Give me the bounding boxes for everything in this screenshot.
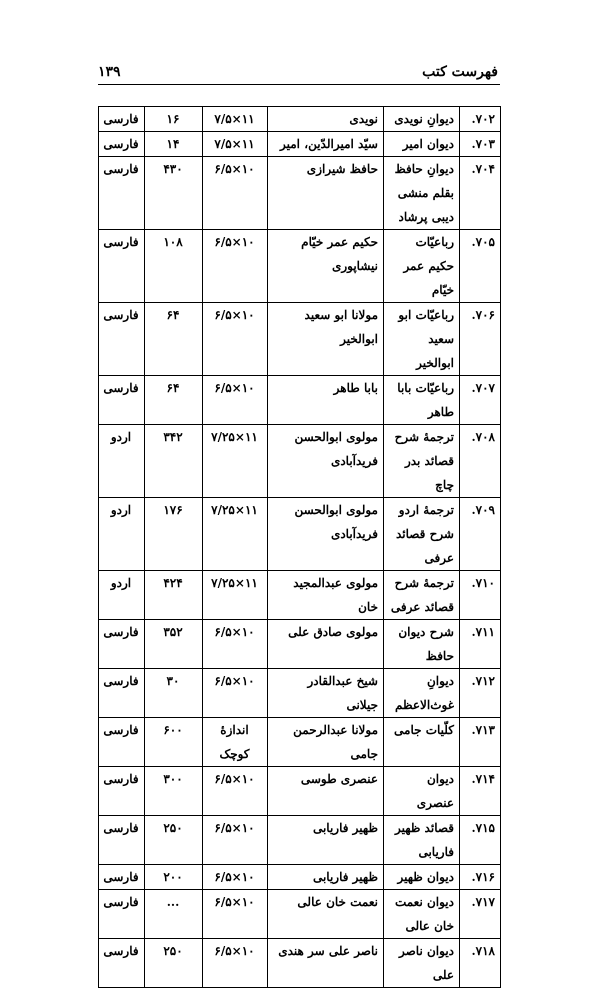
book-author: سیّد امیرالدّین، امیر bbox=[268, 132, 384, 157]
row-number: ۷۰۲. bbox=[460, 107, 501, 132]
book-language: فارسی bbox=[99, 303, 145, 376]
book-author: نعمت خان عالی bbox=[268, 890, 384, 939]
book-title: دیوانِ حافظ بقلم منشی دیبی پرشاد bbox=[384, 157, 460, 230]
book-size: ۱۰×۶/۵ bbox=[203, 865, 268, 890]
table-row bbox=[99, 767, 501, 816]
book-author: شیخ عبدالقادر جیلانی bbox=[268, 669, 384, 718]
book-language: فارسی bbox=[99, 157, 145, 230]
book-pages: ۶۴ bbox=[145, 376, 203, 425]
book-size: ۱۱×۷/۲۵ bbox=[203, 571, 268, 620]
book-size: ۱۰×۶/۵ bbox=[203, 816, 268, 865]
book-pages: ۳۰۰ bbox=[145, 767, 203, 816]
book-title: رباعیّات ابو سعید ابوالخیر bbox=[384, 303, 460, 376]
book-language: فارسی bbox=[99, 865, 145, 890]
table-row bbox=[99, 498, 501, 571]
book-language: فارسی bbox=[99, 132, 145, 157]
book-pages: ۳۵۲ bbox=[145, 620, 203, 669]
row-number: ۷۱۰. bbox=[460, 571, 501, 620]
book-author: مولوی عبدالمجید خان bbox=[268, 571, 384, 620]
row-number: ۷۰۷. bbox=[460, 376, 501, 425]
book-language: فارسی bbox=[99, 107, 145, 132]
book-title: ترجمۀ اردو شرح قصائد عرفی bbox=[384, 498, 460, 571]
book-pages: ۱۷۶ bbox=[145, 498, 203, 571]
book-size: ۱۰×۶/۵ bbox=[203, 669, 268, 718]
page-number: ۱۳۹ bbox=[98, 64, 121, 80]
row-number: ۷۰۸. bbox=[460, 425, 501, 498]
book-author: حافظ شیرازی bbox=[268, 157, 384, 230]
row-number: ۷۱۷. bbox=[460, 890, 501, 939]
book-size: اندازۀ کوچک bbox=[203, 718, 268, 767]
page-title: فهرست کتب bbox=[422, 64, 498, 80]
table-row bbox=[99, 620, 501, 669]
book-author: مولوی صادق علی bbox=[268, 620, 384, 669]
book-title: رباعیّات حکیم عمر خیّام bbox=[384, 230, 460, 303]
table-row bbox=[99, 230, 501, 303]
book-author: ظهیر فاریابی bbox=[268, 816, 384, 865]
book-size: ۱۱×۷/۲۵ bbox=[203, 498, 268, 571]
book-language: فارسی bbox=[99, 890, 145, 939]
table-row bbox=[99, 890, 501, 939]
book-language: فارسی bbox=[99, 376, 145, 425]
book-author: ناصر علی سر هندی bbox=[268, 939, 384, 988]
book-title: ترجمۀ شرح قصائد عرفی bbox=[384, 571, 460, 620]
row-number: ۷۱۵. bbox=[460, 816, 501, 865]
book-size: ۱۰×۶/۵ bbox=[203, 767, 268, 816]
book-title: قصائد ظهیر فاریابی bbox=[384, 816, 460, 865]
table-row bbox=[99, 425, 501, 498]
row-number: ۷۰۳. bbox=[460, 132, 501, 157]
book-pages: ۳۴۲ bbox=[145, 425, 203, 498]
book-pages: ۱۴ bbox=[145, 132, 203, 157]
book-language: فارسی bbox=[99, 767, 145, 816]
book-author: مولانا عبدالرحمن جامی bbox=[268, 718, 384, 767]
table-row bbox=[99, 571, 501, 620]
book-author: مولوی ابوالحسن فریدآبادی bbox=[268, 425, 384, 498]
book-language: اردو bbox=[99, 425, 145, 498]
book-pages: ۴۲۴ bbox=[145, 571, 203, 620]
book-pages: ۲۰۰ bbox=[145, 865, 203, 890]
book-title: دیوان ناصر علی bbox=[384, 939, 460, 988]
book-pages: ۶۰۰ bbox=[145, 718, 203, 767]
table-row bbox=[99, 107, 501, 132]
book-pages: ... bbox=[145, 890, 203, 939]
book-author: مولانا ابو سعید ابوالخیر bbox=[268, 303, 384, 376]
book-language: فارسی bbox=[99, 939, 145, 988]
table-row bbox=[99, 157, 501, 230]
book-title: دیوانِ غوث‌الاعظم bbox=[384, 669, 460, 718]
book-language: اردو bbox=[99, 498, 145, 571]
row-number: ۷۱۶. bbox=[460, 865, 501, 890]
book-pages: ۱۰۸ bbox=[145, 230, 203, 303]
book-size: ۱۰×۶/۵ bbox=[203, 620, 268, 669]
book-pages: ۲۵۰ bbox=[145, 939, 203, 988]
book-language: فارسی bbox=[99, 718, 145, 767]
table-row bbox=[99, 132, 501, 157]
book-title: کلّیات جامی bbox=[384, 718, 460, 767]
book-size: ۱۰×۶/۵ bbox=[203, 890, 268, 939]
book-author: مولوی ابوالحسن فریدآبادی bbox=[268, 498, 384, 571]
book-title: ترجمۀ شرح قصائد بدر چاچ bbox=[384, 425, 460, 498]
book-size: ۱۱×۷/۵ bbox=[203, 107, 268, 132]
book-size: ۱۰×۶/۵ bbox=[203, 303, 268, 376]
page-header bbox=[98, 62, 500, 85]
book-title: دیوانِ نویدی bbox=[384, 107, 460, 132]
table-row bbox=[99, 669, 501, 718]
row-number: ۷۰۶. bbox=[460, 303, 501, 376]
table-row bbox=[99, 939, 501, 988]
book-author: حکیم عمر خیّام نیشاپوری bbox=[268, 230, 384, 303]
book-language: فارسی bbox=[99, 816, 145, 865]
book-size: ۱۱×۷/۵ bbox=[203, 132, 268, 157]
book-author: ظهیر فاریابی bbox=[268, 865, 384, 890]
book-author: نویدی bbox=[268, 107, 384, 132]
book-size: ۱۰×۶/۵ bbox=[203, 230, 268, 303]
row-number: ۷۰۹. bbox=[460, 498, 501, 571]
book-size: ۱۰×۶/۵ bbox=[203, 939, 268, 988]
book-size: ۱۱×۷/۲۵ bbox=[203, 425, 268, 498]
book-author: بابا طاهر bbox=[268, 376, 384, 425]
book-title: دیوان ظهیر bbox=[384, 865, 460, 890]
book-catalog-table bbox=[98, 106, 501, 988]
row-number: ۷۱۸. bbox=[460, 939, 501, 988]
book-language: فارسی bbox=[99, 620, 145, 669]
book-language: فارسی bbox=[99, 230, 145, 303]
table-row bbox=[99, 303, 501, 376]
row-number: ۷۰۴. bbox=[460, 157, 501, 230]
table-row bbox=[99, 865, 501, 890]
book-pages: ۴۳۰ bbox=[145, 157, 203, 230]
book-language: فارسی bbox=[99, 669, 145, 718]
book-language: اردو bbox=[99, 571, 145, 620]
table-row bbox=[99, 718, 501, 767]
table-row bbox=[99, 816, 501, 865]
book-pages: ۲۵۰ bbox=[145, 816, 203, 865]
book-pages: ۱۶ bbox=[145, 107, 203, 132]
row-number: ۷۱۳. bbox=[460, 718, 501, 767]
book-author: عنصری طوسی bbox=[268, 767, 384, 816]
book-size: ۱۰×۶/۵ bbox=[203, 376, 268, 425]
table-row bbox=[99, 376, 501, 425]
book-title: دیوان امیر bbox=[384, 132, 460, 157]
book-title: دیوان عنصری bbox=[384, 767, 460, 816]
row-number: ۷۰۵. bbox=[460, 230, 501, 303]
row-number: ۷۱۱. bbox=[460, 620, 501, 669]
book-pages: ۳۰ bbox=[145, 669, 203, 718]
book-title: رباعیّات بابا طاهر bbox=[384, 376, 460, 425]
row-number: ۷۱۲. bbox=[460, 669, 501, 718]
book-size: ۱۰×۶/۵ bbox=[203, 157, 268, 230]
row-number: ۷۱۴. bbox=[460, 767, 501, 816]
book-title: دیوان نعمت خان عالی bbox=[384, 890, 460, 939]
book-pages: ۶۴ bbox=[145, 303, 203, 376]
book-title: شرح دیوان حافظ bbox=[384, 620, 460, 669]
